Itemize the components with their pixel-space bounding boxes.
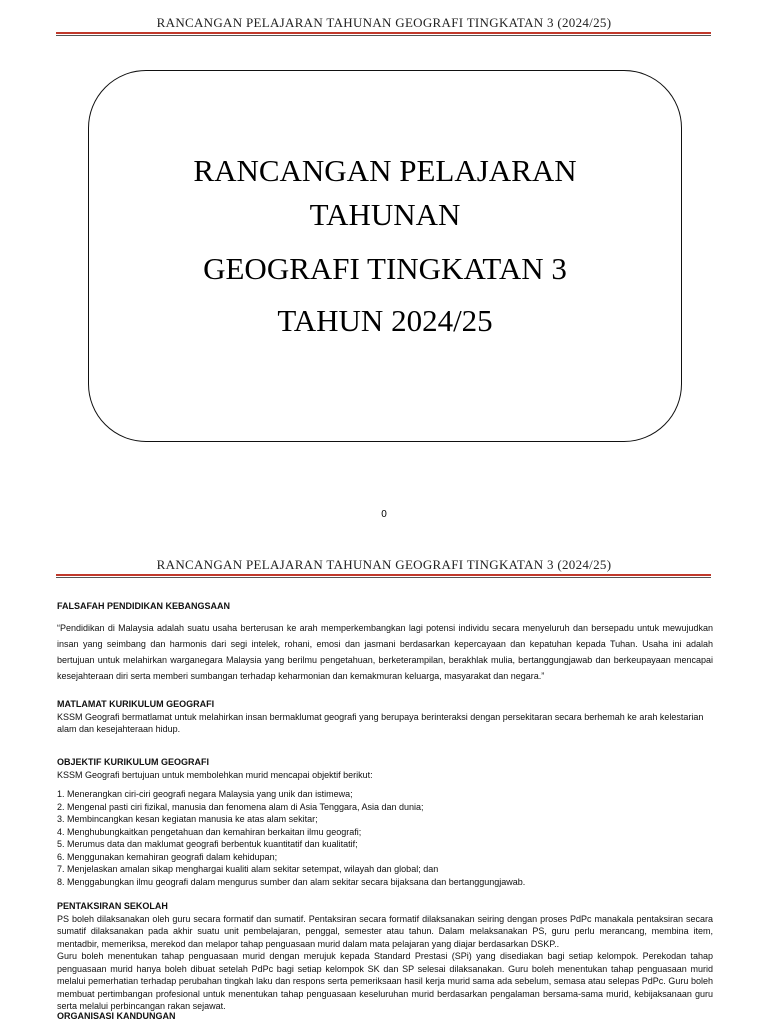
cover-year-line: TAHUN 2024/25: [277, 303, 493, 338]
organisasi-section: [57, 1010, 713, 1023]
cover-title-box: [88, 70, 682, 442]
list-item: 8. Menggabungkan ilmu geografi dalam mengurus sumber dan alam sekitar secara bijaksana dan bertanggungjawab.: [57, 876, 526, 887]
list-item: 6. Menggunakan kemahiran geografi dalam kehidupan;: [57, 851, 278, 862]
falsafah-text: “Pendidikan di Malaysia adalah suatu usaha berterusan ke arah memperkembangkan lagi potensi individu secara menyeluruh dan bersepadu untuk mewujudkan insan yang seimbang dan harmonis dari segi intelek, rohani, emosi dan jasmani berdasarkan kepercayaan dan kepatuhan kepada Tuhan. Usaha ini adalah bertujuan untuk melahirkan warganegara Malaysia yang berilmu pengetahuan, berketerampilan, berakhlak mulia, bertanggungjawab dan berkeupayaan mencapai kesejahteraan diri serta memberi sumbangan terhadap keharmonian dan kemakmuran keluarga, masyarakat dan negara.”: [57, 622, 713, 681]
list-item: 4. Menghubungkaitkan pengetahuan dan kemahiran berkaitan ilmu geografi;: [57, 826, 362, 837]
running-header-page-2: RANCANGAN PELAJARAN TAHUNAN GEOGRAFI TINGKATAN 3 (2024/25): [156, 557, 612, 572]
list-item: 3. Membincangkan kesan kegiatan manusia ke atas alam sekitar;: [57, 814, 318, 824]
falsafah-section: [57, 600, 713, 684]
cover-subject-line: GEOGRAFI TINGKATAN 3: [203, 251, 567, 286]
pentaksiran-paragraph-1: PS boleh dilaksanakan oleh guru secara formatif dan sumatif. Pentaksiran secara formatif dilaksanakan seiring dengan proses PdPc manakala pentaksiran secara sumatif dilaksanakan pada akhir suatu unit pembelajaran, penggal, semester atau tahun. Dalam melaksanakan PS, guru perlu merancang, membina item, mentadbir, memeriksa, merekod dan melapor tahap penguasaan murid dalam mata pelajaran yang diajar berdasarkan DSKP..: [57, 913, 713, 949]
organisasi-heading: ORGANISASI KANDUNGAN: [57, 1011, 176, 1021]
list-item: 2. Mengenal pasti ciri fizikal, manusia dan fenomena alam di Asia Tenggara, Asia dan dunia;: [57, 801, 424, 812]
objektif-list: [57, 788, 713, 888]
pentaksiran-section: [57, 900, 713, 1013]
falsafah-heading: FALSAFAH PENDIDIKAN KEBANGSAAN: [57, 601, 231, 611]
cover-title-line-2: TAHUNAN: [309, 197, 461, 232]
matlamat-section: [57, 698, 713, 736]
list-item: 7. Menjelaskan amalan sikap menghargai kualiti alam sekitar setempat, wilayah dan global; dan: [57, 864, 439, 874]
pentaksiran-paragraph-2: Guru boleh menentukan tahap penguasaan murid dengan merujuk kepada Standard Prestasi (SPi) yang disediakan bagi setiap kelompok. Perekodan tahap penguasaan murid hanya boleh dibuat setelah PdPc bagi setiap kelompok SK dan SP selesai dilaksanakan. Guru boleh menentukan tahap penguasaan murid melalui pemerhatian terhadap perubahan tingkah laku dan respons serta pemeriksaan hasil kerja murid sama ada sebelum, semasa atau selepas PdPc. Guru boleh membuat pertimbangan profesional untuk menentukan tahap penguasaan keseluruhan murid berdasarkan pengalaman bersama-sama murid, kebijaksanaan guru serta melalui perbincangan rakan sejawat.: [57, 951, 713, 1011]
matlamat-heading: MATLAMAT KURIKULUM GEOGRAFI: [57, 699, 215, 709]
objektif-intro: KSSM Geografi bertujuan untuk membolehkan murid mencapai objektif berikut:: [57, 769, 373, 780]
pentaksiran-heading: PENTAKSIRAN SEKOLAH: [57, 901, 168, 911]
header-rule-page-2: [56, 574, 711, 578]
running-header: RANCANGAN PELAJARAN TAHUNAN GEOGRAFI TINGKATAN 3 (2024/25): [156, 15, 612, 30]
objektif-section: [57, 756, 713, 888]
list-item: 1. Menerangkan ciri-ciri geografi negara Malaysia yang unik dan istimewa;: [57, 789, 353, 799]
list-item: 5. Merumus data dan maklumat geografi berbentuk kuantitatif dan kualitatif;: [57, 839, 358, 849]
objektif-heading: OBJEKTIF KURIKULUM GEOGRAFI: [57, 757, 209, 767]
matlamat-text: KSSM Geografi bermatlamat untuk melahirkan insan bermaklumat geografi yang berupaya berinteraksi dengan persekitaran secara berhemah ke arah kelestarian alam dan kesejahteraan hidup.: [57, 711, 704, 734]
header-rule: [56, 32, 711, 36]
cover-title-line-1: RANCANGAN PELAJARAN: [193, 153, 577, 188]
page-number: 0: [381, 509, 387, 520]
